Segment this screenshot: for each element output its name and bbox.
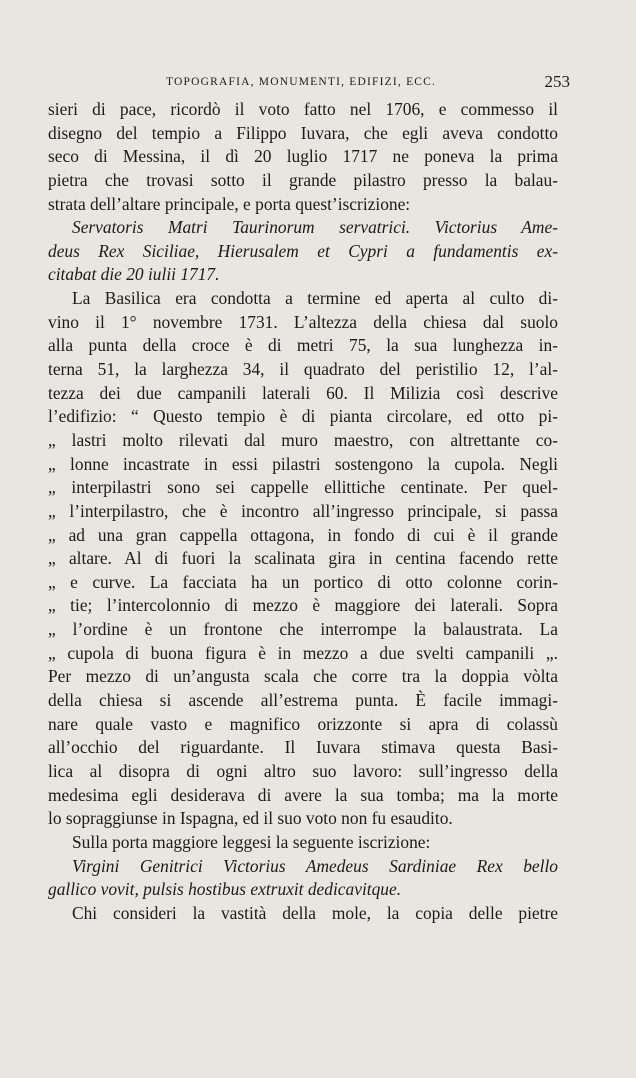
text-line: seco di Messina, il dì 20 luglio 1717 ne poneva la prima bbox=[48, 146, 558, 167]
text-line: gallico vovit, pulsis hostibus extruxit dedicavitque. bbox=[48, 879, 402, 900]
text-line: della chiesa si ascende all’estrema punta. È facile immagi- bbox=[48, 690, 558, 711]
text-line: sieri di pace, ricordò il voto fatto nel 1706, e commesso il bbox=[48, 99, 558, 119]
text-line: l’edifizio: “ Questo tempio è di pianta circolare, ed otto pi- bbox=[48, 406, 558, 427]
text-line: „ tie; l’intercolonnio di mezzo è maggiore dei laterali. Sopra bbox=[48, 595, 558, 616]
text-line: „ l’interpilastro, che è incontro all’ingresso principale, si passa bbox=[48, 500, 558, 521]
page-header bbox=[48, 70, 572, 96]
text-line: „ lastri molto rilevati dal muro maestro, con altrettante co- bbox=[48, 429, 558, 450]
text-line: medesima egli desiderava di avere la sua tomba; ma la morte bbox=[48, 784, 558, 805]
running-title: TOPOGRAFIA, MONUMENTI, EDIFIZI, ECC. bbox=[166, 76, 437, 88]
text-line: Chi consideri la vastità della mole, la copia delle pietre bbox=[72, 902, 558, 923]
text-line: pietra che trovasi sotto il grande pilastro presso la balau- bbox=[48, 169, 558, 190]
text-line: Per mezzo di un’angusta scala che corre tra la doppia vòlta bbox=[48, 666, 558, 687]
text-line: strata dell’altare principale, e porta quest’iscrizione: bbox=[48, 193, 411, 214]
text-line: vino il 1° novembre 1731. L’altezza della chiesa dal suolo bbox=[48, 311, 558, 332]
text-line: deus Rex Siciliae, Hierusalem et Cypri a fundamentis ex- bbox=[48, 240, 558, 261]
text-line: citabat die 20 iulii 1717. bbox=[48, 264, 220, 285]
text-line: tezza dei due campanili laterali 60. Il Milizia così descrive bbox=[48, 382, 558, 403]
text-line: alla punta della croce è di metri 75, la sua lunghezza in- bbox=[48, 335, 558, 356]
text-line: all’occhio del riguardante. Il Iuvara stimava questa Basi- bbox=[48, 737, 558, 758]
page-number: 253 bbox=[544, 72, 570, 91]
body-text bbox=[48, 98, 558, 925]
text-line: nare quale vasto e magnifico orizzonte si apra di colassù bbox=[48, 713, 558, 734]
text-line: lo sopraggiunse in Ispagna, ed il suo voto non fu esaudito. bbox=[48, 808, 453, 829]
text-line: „ altare. Al di fuori la scalinata gira in centina facendo rette bbox=[48, 548, 558, 569]
text-line: disegno del tempio a Filippo Iuvara, che egli aveva condotto bbox=[48, 122, 558, 143]
text-line: „ lonne incastrate in essi pilastri sostengono la cupola. Negli bbox=[48, 453, 558, 474]
text-line: La Basilica era condotta a termine ed aperta al culto di- bbox=[72, 288, 558, 309]
text-line: Sulla porta maggiore leggesi la seguente iscrizione: bbox=[72, 831, 431, 852]
text-line: terna 51, la larghezza 34, il quadrato del peristilio 12, l’al- bbox=[48, 359, 558, 380]
text-line: Virgini Genitrici Victorius Amedeus Sardiniae Rex bello bbox=[72, 855, 558, 876]
text-line: „ cupola di buona figura è in mezzo a due svelti campanili „. bbox=[48, 642, 558, 663]
text-line: „ e curve. La facciata ha un portico di otto colonne corin- bbox=[48, 571, 558, 592]
text-line: „ l’ordine è un frontone che interrompe la balaustrata. La bbox=[48, 619, 558, 640]
text-line: lica al disopra di ogni altro suo lavoro: sull’ingresso della bbox=[48, 760, 558, 781]
text-line: „ interpilastri sono sei cappelle ellittiche centinate. Per quel- bbox=[48, 477, 558, 498]
text-line: „ ad una gran cappella ottagona, in fondo di cui è il grande bbox=[48, 524, 558, 545]
text-line: Servatoris Matri Taurinorum servatrici. Victorius Ame- bbox=[72, 217, 558, 238]
